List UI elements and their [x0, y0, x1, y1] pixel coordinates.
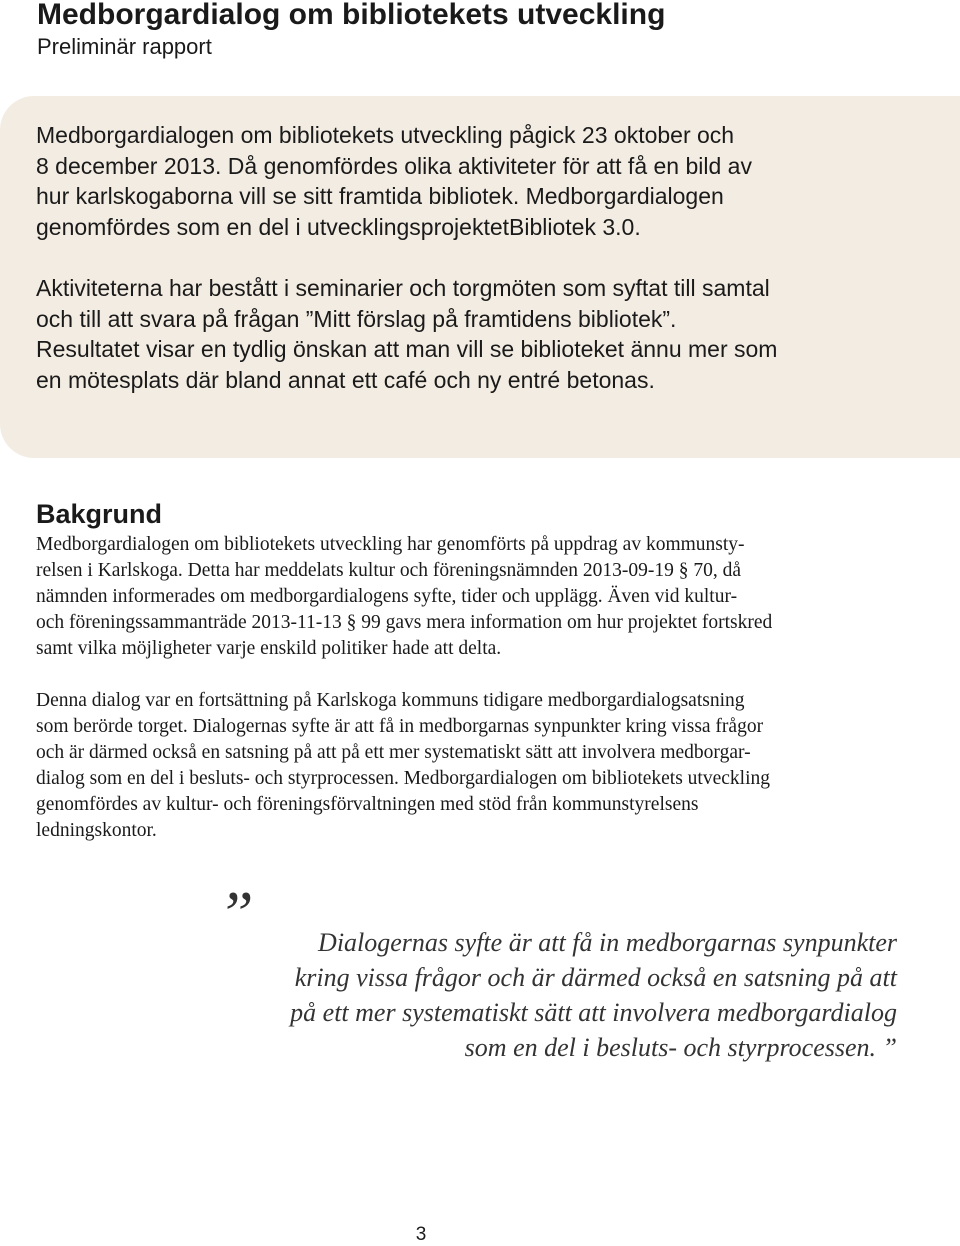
section-heading: Bakgrund: [36, 499, 163, 529]
page-number: 3: [415, 1224, 427, 1245]
summary-paragraph-2: Aktiviteterna har bestått i seminarier och torgmöten som syftat till samtal och till att svara på frågan ”Mitt förslag på framtidens bibliotek”. Resultatet visar en tydlig önskan att man vill se biblioteket ännu mer som en mötesplats där bland annat ett café och ny entré betonas.: [36, 275, 778, 393]
pull-quote: Dialogernas syfte är att få in medborgarnas synpunkter kring vissa frågor och är därmed också en satsning på att på ett mer systematiskt sätt att involvera medborgardialog som en del i besluts- och styrprocessen. ”: [290, 928, 897, 1062]
body-paragraph-2: Denna dialog var en fortsättning på Karlskoga kommuns tidigare medborgardialogsatsning som berörde torget. Dialogernas syfte är att få in medborgarnas synpunkter kring vissa frågor och är därmed också en satsning på att på ett mer systematiskt sätt att involvera medborgar- dialog som en del i besluts- och styrprocessen. Medborgardialogen om bibliotekets utveckling genomfördes av kultur- och föreningsförvaltningen med stöd från kommunstyrelsens ledningskontor.: [36, 690, 770, 841]
quote-mark-icon: ”: [218, 878, 254, 949]
document-title: Medborgardialog om bibliotekets utveckling: [37, 0, 666, 31]
summary-paragraph-1: Medborgardialogen om bibliotekets utveckling pågick 23 oktober och 8 december 2013. Då genomfördes olika aktiviteter för att få en bild av hur karlskogaborna vill se sitt framtida bibliotek. Medborgardialogen genomfördes som en del i utvecklingsprojektetBibliotek 3.0.: [36, 122, 752, 240]
document-subtitle: Preliminär rapport: [37, 34, 212, 59]
body-paragraph-1: Medborgardialogen om bibliotekets utveckling har genomförts på uppdrag av kommunsty- relsen i Karlskoga. Detta har meddelats kultur och föreningsnämnden 2013-09-19 § 70, då nämnden informerades om medborgardialogens syfte, tider och upplägg. Även vid kultur- och föreningssammanträde 2013-11-13 § 99 gavs mera information om hur projektet fortskred samt vilka möjligheter varje enskild politiker hade att delta.: [36, 534, 773, 659]
